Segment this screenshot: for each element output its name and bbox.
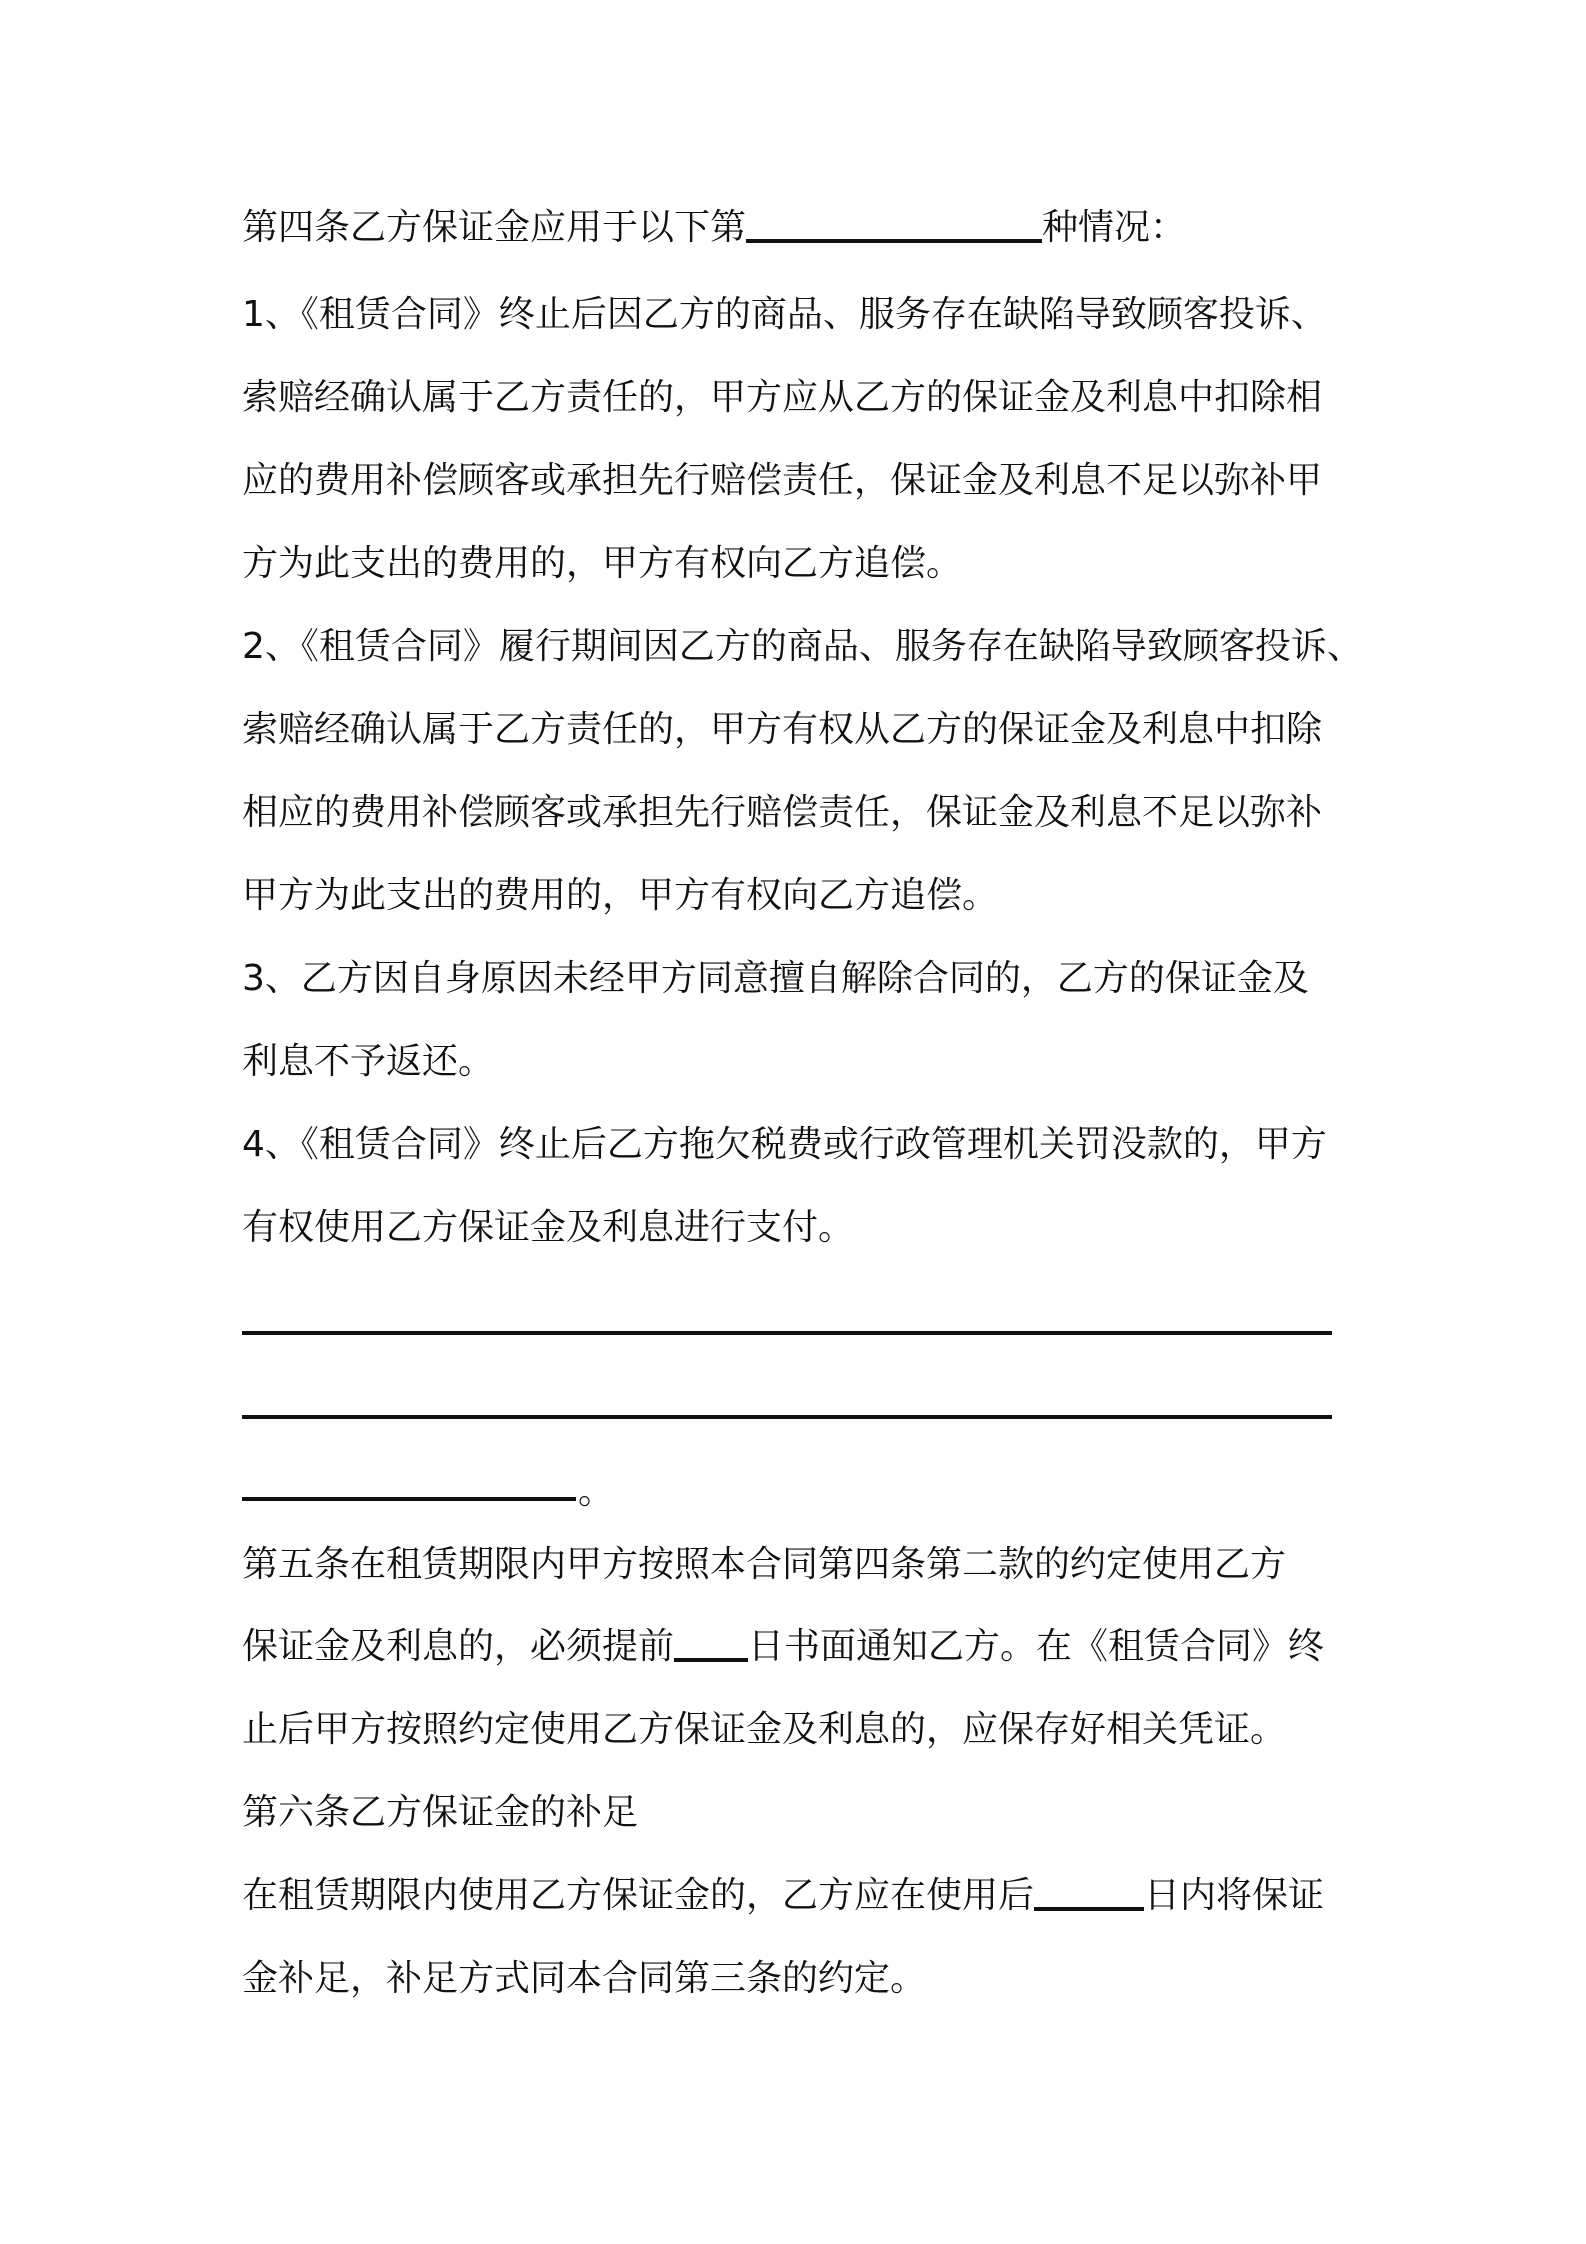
fill-in-blank-line-2 <box>242 1415 1332 1419</box>
article6-line2: 金补足，补足方式同本合同第三条的约定。 <box>242 1958 927 1999</box>
article4-item2-line4: 甲方为此支出的费用的，甲方有权向乙方追偿。 <box>242 875 999 916</box>
article6-replenish-days-blank <box>1034 1869 1144 1911</box>
article5-line2-text: 保证金及利息的，必须提前 <box>242 1626 675 1667</box>
article4-item2-line3: 相应的费用补偿顾客或承担先行赔偿责任，保证金及利息不足以弥补 <box>242 792 1323 833</box>
article6-line1-suffix: 日内将保证 <box>1144 1875 1325 1916</box>
article5-notice-days-blank <box>674 1620 748 1662</box>
article6-title: 第六条乙方保证金的补足 <box>242 1792 639 1833</box>
article4-item3-line2: 利息不予返还。 <box>242 1041 495 1082</box>
article4-item1-line4: 方为此支出的费用的，甲方有权向乙方追偿。 <box>242 543 963 584</box>
article4-item1-line1: 1、《租赁合同》终止后因乙方的商品、服务存在缺陷导致顾客投诉、 <box>242 294 1327 335</box>
article4-item4-line2: 有权使用乙方保证金及利息进行支付。 <box>242 1207 855 1248</box>
article4-item1-line3: 应的费用补偿顾客或承担先行赔偿责任，保证金及利息不足以弥补甲 <box>242 460 1323 501</box>
fill-in-blank-terminator: 。 <box>578 1471 615 1512</box>
article4-item1-line2: 索赔经确认属于乙方责任的，甲方应从乙方的保证金及利息中扣除相 <box>242 377 1323 418</box>
article4-case-number-blank <box>746 201 1042 243</box>
article4-item4-line1: 4、《租赁合同》终止后乙方拖欠税费或行政管理机关罚没款的，甲方 <box>242 1124 1327 1165</box>
article5-line1: 第五条在租赁期限内甲方按照本合同第四条第二款的约定使用乙方 <box>242 1544 1287 1585</box>
article5-line2 <box>242 1617 1362 1677</box>
article5-line3: 止后甲方按照约定使用乙方保证金及利息的，应保存好相关凭证。 <box>242 1709 1287 1750</box>
article4-item2-line1: 2、《租赁合同》履行期间因乙方的商品、服务存在缺陷导致顾客投诉、 <box>242 626 1363 667</box>
article4-item3-line1: 3、乙方因自身原因未经甲方同意擅自解除合同的，乙方的保证金及 <box>242 958 1309 999</box>
fill-in-blank-line-1 <box>242 1331 1332 1335</box>
article4-item2-line2: 索赔经确认属于乙方责任的，甲方有权从乙方的保证金及利息中扣除 <box>242 709 1323 750</box>
article4-intro <box>242 198 1362 258</box>
article4-intro-suffix: 种情况： <box>1042 207 1187 248</box>
article6-line1-text: 在租赁期限内使用乙方保证金的，乙方应在使用后 <box>242 1875 1035 1916</box>
article4-intro-text: 第四条乙方保证金应用于以下第 <box>242 207 747 248</box>
article6-line1 <box>242 1866 1362 1926</box>
article5-line2-suffix: 日书面通知乙方。在《租赁合同》终 <box>748 1626 1325 1667</box>
fill-in-blank-line-3 <box>242 1497 576 1501</box>
